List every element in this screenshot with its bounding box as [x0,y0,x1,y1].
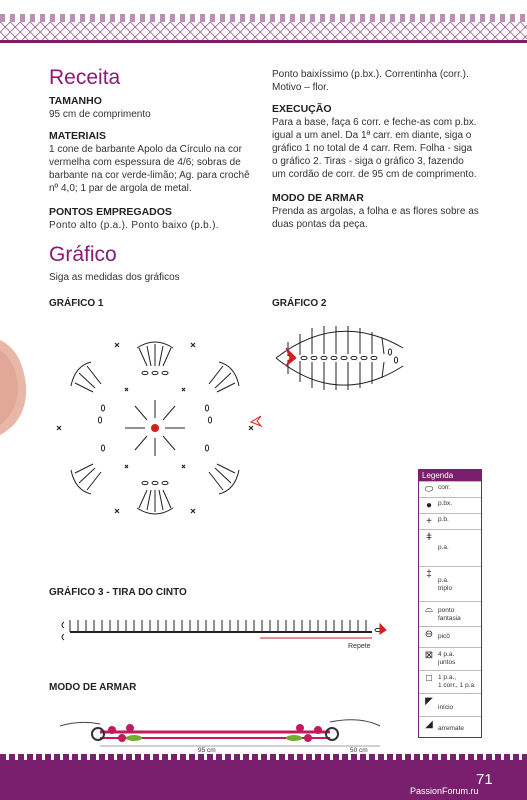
execucao-heading: EXECUÇÃO [272,103,332,115]
legend-item-arremate: ◢ arremate [419,716,481,737]
tamanho-heading: TAMANHO [49,95,102,107]
legend-item-pa-triplo: ‡ p.a. triplo [419,566,481,601]
grafico2-label: GRÁFICO 2 [272,298,327,309]
brand-watermark: PassionForum.ru [410,786,479,796]
legend-item-pbx: ● p.bx. [419,497,481,513]
legend-item-inicio: ◤ início [419,693,481,716]
legend-item-pa: ǂ p.a. [419,529,481,566]
pontos-heading: PONTOS EMPREGADOS [49,206,172,218]
modo-armar-illustration [60,712,400,758]
legend-panel [418,469,482,738]
legend-item-corr: ⬭ corr. [419,481,481,497]
top-decorative-band [0,0,527,46]
modo-text: Prenda as argolas, a folha e as flores sobre as duas pontas da peça. [272,206,479,230]
inicio-icon: ◤ [425,696,433,707]
corr-icon: ⬭ [424,484,434,495]
modo-armar-label: MODO DE ARMAR [49,682,137,693]
legend-title: Legenda [419,470,481,481]
repete-label: Repete [348,643,371,650]
legend-item-ponto-fantasia: ⌓ ponto fantasia [419,601,481,626]
1pa-1corr-icon: □ [425,673,433,684]
legend-item-pb: + p.b. [419,513,481,529]
legend-item-1pa-1corr: □ 1 p.a., 1 corr., 1 p.a. [419,670,481,693]
legend-item-4pa: ⊠ 4 p.a. juntos [419,647,481,670]
pb-icon: + [426,516,432,527]
materiais-heading: MATERIAIS [49,130,106,142]
pontos-text: Ponto alto (p.a.). Ponto baixo (p.b.). [49,220,219,231]
measure-50-label: 50 cm [350,747,368,754]
page-number: 71 [476,771,493,788]
grafico1-label: GRÁFICO 1 [49,298,104,309]
tamanho-text: 95 cm de comprimento [49,109,151,120]
pico-icon: ⊖ [424,629,434,640]
pontos-continued-text: Ponto baixíssimo (p.bx.). Correntinha (corr.). Motivo – flor. [272,69,469,93]
photo-fragment [0,330,30,440]
legend-item-pico: ⊖ picô [419,626,481,647]
execucao-text: Para a base, faça 6 corr. e feche-as com p.bx. igual a um anel. Da 1ª carr. em diante, siga o gráfico 1 no total de 4 carr. Rem. Folha - siga o gráfico 2. Tiras - siga o gráfico 3, fazendo um cordão de corr. de 95 cm de comprimento. [272,117,477,180]
measure-95-label: 95 cm [198,747,216,754]
grafico3-label: GRÁFICO 3 - TIRA DO CINTO [49,587,187,598]
receita-title: Receita [49,66,121,89]
pa-triplo-icon: ‡ [426,569,432,580]
modo-heading: MODO DE ARMAR [272,192,364,204]
4pa-juntos-icon: ⊠ [424,650,434,661]
pa-icon: ǂ [426,532,432,543]
ponto-fantasia-icon: ⌓ [425,604,433,615]
grafico-subtitle: Siga as medidas dos gráficos [49,272,180,283]
grafico1-chart [45,310,275,540]
grafico2-chart [268,318,418,398]
materiais-text: 1 cone de barbante Apolo da Círculo na cor vermelha com espessura de 4/6; sobras de barbante na cor verde-limão; Ag. para crochê nº 4,0; 1 par de argola de metal. [49,144,250,194]
pbx-icon: ● [425,500,433,511]
arremate-icon: ◢ [425,719,433,730]
grafico-title: Gráfico [49,243,117,266]
